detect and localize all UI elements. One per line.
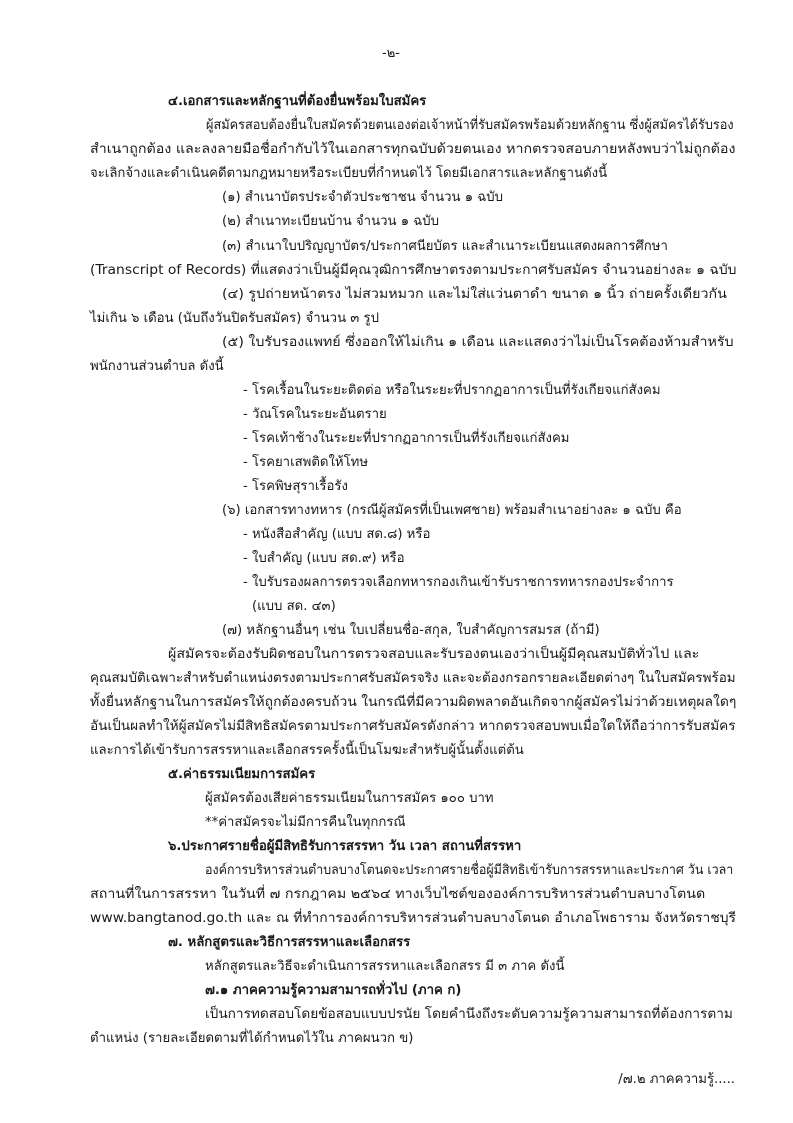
- text-line: www.bangtanod.go.th และ ณ ที่ทำการองค์การบริหารส่วนตำบลบางโตนด อำเภอโพธาราม จังหวัดราชบุรี: [90, 911, 737, 926]
- text-line: (Transcript of Records) ที่แสดงว่าเป็นผู้มีคุณวุฒิการศึกษาตรงตามประกาศรับสมัคร จำนวนอย่างละ ๑ ฉบับ: [90, 263, 737, 278]
- text-line: พนักงานส่วนตำบล ดังนี้: [90, 359, 224, 374]
- section-heading: ๗. หลักสูตรและวิธีการสรรหาและเลือกสรร: [168, 935, 411, 950]
- text-line: (๓) สำเนาใบปริญญาบัตร/ประกาศนียบัตร และสำเนาระเบียนแสดงผลการศึกษา: [222, 239, 668, 254]
- text-line: (๗) หลักฐานอื่นๆ เช่น ใบเปลี่ยนชื่อ-สกุล, ใบสำคัญการสมรส (ถ้ามี): [222, 623, 600, 638]
- text-line: สถานที่ในการสรรหา ในวันที่ ๗ กรกฎาคม ๒๕๖๔ ทางเว็บไซต์ขององค์การบริหารส่วนตำบลบางโตนด: [90, 887, 706, 902]
- text-line: - วัณโรคในระยะอันตราย: [243, 407, 387, 422]
- text-line: ผู้สมัครสอบต้องยื่นใบสมัครด้วยตนเองต่อเจ้าหน้าที่รับสมัครพร้อมด้วยหลักฐาน ซึ่งผู้สมัครได้รับรอง: [206, 118, 734, 133]
- text-line: หลักสูตรและวิธีจะดำเนินการสรรหาและเลือกสรร มี ๓ ภาค ดังนี้: [205, 959, 565, 974]
- text-line: - โรคเรื้อนในระยะติดต่อ หรือในระยะที่ปรากฏอาการเป็นที่รังเกียจแก่สังคม: [243, 383, 661, 398]
- text-line: คุณสมบัติเฉพาะสำหรับตำแหน่งตรงตามประกาศรับสมัครจริง และจะต้องกรอกรายละเอียดต่างๆ ในใบสมัครพร้อม: [90, 671, 736, 686]
- text-line: - โรคยาเสพติดให้โทษ: [243, 455, 369, 470]
- section-heading: ๔.เอกสารและหลักฐานที่ต้องยื่นพร้อมใบสมัคร: [168, 94, 427, 109]
- text-line: - ใบรับรองผลการตรวจเลือกทหารกองเกินเข้ารับราชการทหารกองประจำการ: [243, 575, 674, 590]
- section-heading: ๕.ค่าธรรมเนียมการสมัคร: [168, 767, 316, 782]
- text-line: และการได้เข้ารับการสรรหาและเลือกสรรครั้งนี้เป็นโมฆะสำหรับผู้นั้นตั้งแต่ต้น: [90, 743, 524, 758]
- section-heading: ๗.๑ ภาคความรู้ความสามารถทั่วไป (ภาค ก): [205, 983, 462, 998]
- text-line: - หนังสือสำคัญ (แบบ สด.๘) หรือ: [243, 527, 431, 542]
- section-heading: ๖.ประกาศรายชื่อผู้มีสิทธิรับการสรรหา วัน เวลา สถานที่สรรหา: [168, 839, 522, 854]
- text-line: ไม่เกิน ๖ เดือน (นับถึงวันปิดรับสมัคร) จำนวน ๓ รูป: [90, 311, 379, 326]
- page-number: -๒-: [382, 46, 400, 61]
- text-line: เป็นการทดสอบโดยข้อสอบแบบปรนัย โดยคำนึงถึงระดับความรู้ความสามารถที่ต้องการตาม: [205, 1007, 733, 1022]
- text-line: อันเป็นผลทำให้ผู้สมัครไม่มีสิทธิสมัครตามประกาศรับสมัครดังกล่าว หากตรวจสอบพบเมื่อใดให้ถือว่าการรับสมัคร: [90, 719, 736, 734]
- text-line: จะเลิกจ้างและดำเนินคดีตามกฎหมายหรือระเบียบที่กำหนดไว้ โดยมีเอกสารและหลักฐานดังนี้: [90, 166, 608, 181]
- text-line: องค์การบริหารส่วนตำบลบางโตนดจะประกาศรายชื่อผู้มีสิทธิเข้ารับการสรรหาและประกาศ วัน เวลา: [205, 863, 734, 878]
- text-line: **ค่าสมัครจะไม่มีการคืนในทุกกรณี: [205, 815, 406, 830]
- text-line: สำเนาถูกต้อง และลงลายมือชื่อกำกับไว้ในเอกสารทุกฉบับด้วยตนเอง หากตรวจสอบภายหลังพบว่าไม่ถูกต้อง: [90, 142, 736, 157]
- text-line: ผู้สมัครต้องเสียค่าธรรมเนียมในการสมัคร ๑๐๐ บาท: [205, 791, 494, 806]
- text-line: (๔) รูปถ่ายหน้าตรง ไม่สวมหมวก และไม่ใส่แว่นตาดำ ขนาด ๑ นิ้ว ถ่ายครั้งเดียวกัน: [222, 287, 727, 302]
- text-line: ทั้งยื่นหลักฐานในการสมัครให้ถูกต้องครบถ้วน ในกรณีที่มีความผิดพลาดอันเกิดจากผู้สมัครไม่ว่าด้วยเหตุผลใดๆ: [90, 695, 737, 710]
- continuation-footer: /๗.๒ ภาคความรู้.....: [618, 1072, 735, 1087]
- text-line: (แบบ สด. ๔๓): [252, 599, 336, 614]
- text-line: (๑) สำเนาบัตรประจำตัวประชาชน จำนวน ๑ ฉบับ: [222, 190, 503, 205]
- text-line: (๒) สำเนาทะเบียนบ้าน จำนวน ๑ ฉบับ: [222, 214, 439, 229]
- text-line: - ใบสำคัญ (แบบ สด.๙) หรือ: [243, 551, 405, 566]
- text-line: - โรคเท้าช้างในระยะที่ปรากฏอาการเป็นที่รังเกียจแก่สังคม: [243, 431, 570, 446]
- text-line: (๕) ใบรับรองแพทย์ ซึ่งออกให้ไม่เกิน ๑ เดือน และแสดงว่าไม่เป็นโรคต้องห้ามสำหรับ: [222, 335, 734, 350]
- text-line: (๖) เอกสารทางทหาร (กรณีผู้สมัครที่เป็นเพศชาย) พร้อมสำเนาอย่างละ ๑ ฉบับ คือ: [222, 503, 682, 518]
- text-line: - โรคพิษสุราเรื้อรัง: [243, 479, 348, 494]
- text-line: ตำแหน่ง (รายละเอียดตามที่ได้กำหนดไว้ใน ภาคผนวก ข): [90, 1031, 414, 1046]
- text-line: ผู้สมัครจะต้องรับผิดชอบในการตรวจสอบและรับรองตนเองว่าเป็นผู้มีคุณสมบัติทั่วไป และ: [168, 647, 700, 662]
